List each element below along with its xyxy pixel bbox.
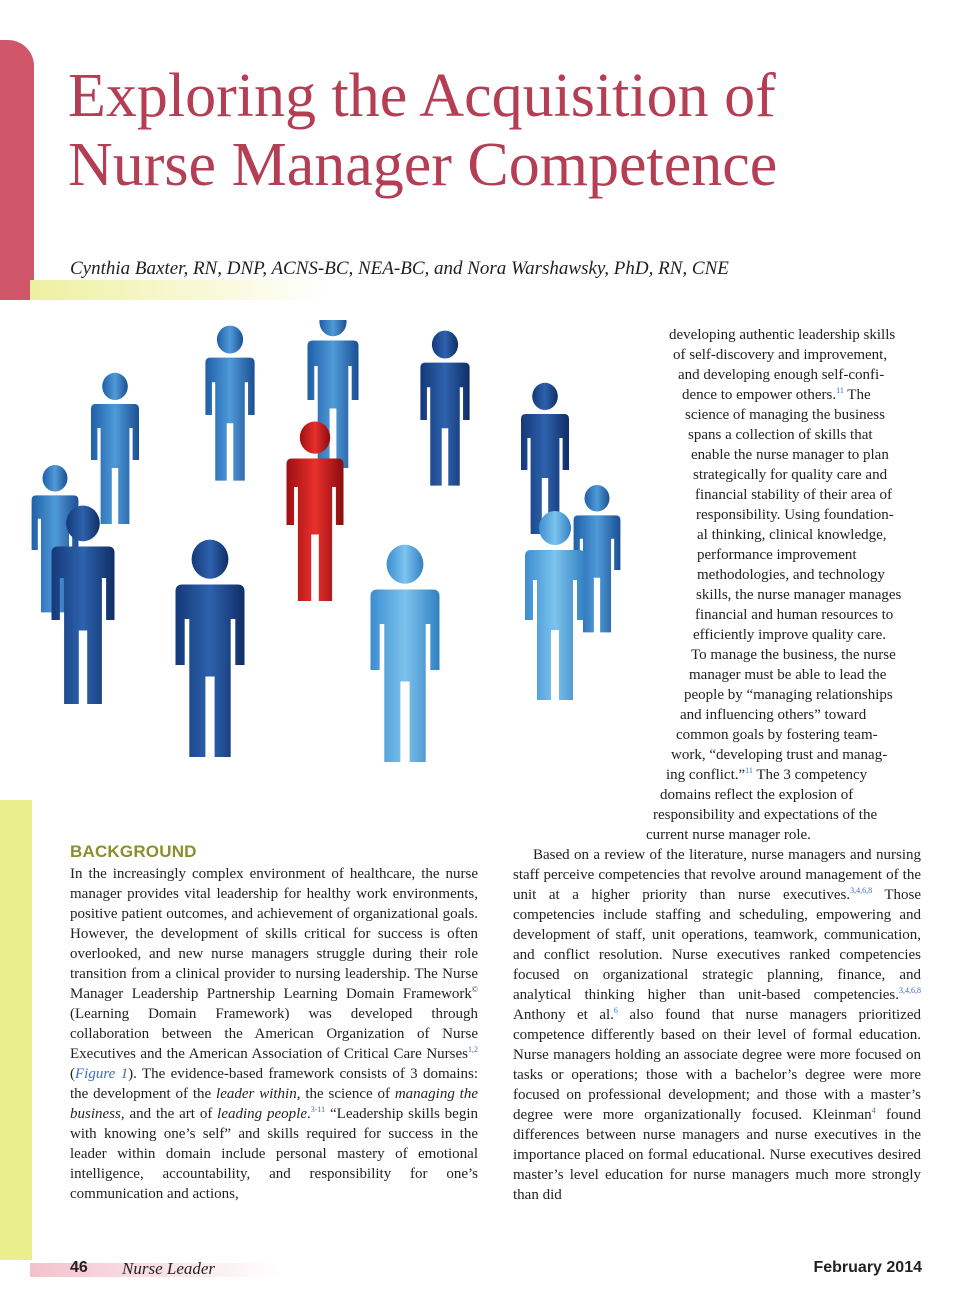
text-line: financial stability of their area of [695,487,892,503]
page-number: 46 [70,1259,88,1276]
issue-date: February 2014 [813,1259,922,1276]
text-line: ing conflict.”$^{11}$ The 3 competency [666,766,868,783]
text-line: strategically for quality care and [693,467,888,483]
text-line: methodologies, and technology [697,567,885,583]
leader-figure [287,421,344,601]
journal-name: Nurse Leader [122,1259,216,1278]
title-line-1: Exploring the Acquisition of [68,62,776,130]
reference-mark[interactable]: 6 [613,1006,618,1015]
text-line: responsibility. Using foundation- [696,507,894,523]
text-line: and developing enough self-confi- [678,367,885,383]
person-figure [521,383,569,534]
text-line: current nurse manager role. [646,827,811,843]
text-line: financial and human resources to [695,607,894,623]
text-line: al thinking, clinical knowledge, [697,527,887,543]
reference-mark[interactable]: 11 [745,766,753,775]
reference-mark[interactable]: 4 [871,1106,876,1115]
text-line: To manage the business, the nurse [691,647,896,663]
accent-strip-yellow [30,280,330,300]
author-byline: Cynthia Baxter, RN, DNP, ACNS-BC, NEA-BC, and Nora Warshawsky, PhD, RN, CNE [70,258,729,279]
text-line: work, “developing trust and manag- [671,747,888,763]
right-column-text [513,845,921,1205]
text-line: common goals by fostering team- [676,727,878,743]
text-line: dence to empower others.$^{11}$ The [682,386,871,403]
people-circle-illustration [25,320,635,815]
text-line: skills, the nurse manager manages [696,587,902,603]
person-figure [91,373,139,524]
text-line: of self-discovery and improvement, [673,347,888,363]
text-line: performance improvement [697,547,857,563]
article-title [68,62,948,200]
text-line: manager must be able to lead the [689,667,887,683]
text-line: and influencing others” toward [680,707,867,723]
reference-mark[interactable]: 3,4,6,8 [899,986,921,995]
reference-mark[interactable]: 3,4,6,8 [850,886,873,895]
text-line: people by “managing relationships [684,687,893,703]
person-figure [176,540,245,757]
reference-mark[interactable]: 3-11 [310,1105,326,1114]
accent-bar-yellow [0,800,32,1260]
text-line: science of managing the business [685,407,885,423]
section-heading-background: BACKGROUND [70,842,197,861]
reference-mark[interactable]: 1,2 [468,1045,478,1054]
person-figure [371,545,440,762]
text-line: developing authentic leadership skills [669,327,896,343]
title-line-2: Nurse Manager Competence [68,131,778,199]
paragraph: In the increasingly complex environment of healthcare, the nurse manager provides vital leadership for healthy work environments, positive patient outcomes, and achievement of organizational goals. However, the development of skills critical for success is often overlooked, and new nurse managers struggle during their role transition from a clinical provider to nursing leadership. The Nurse Manager Leadership Partnership Learning Domain Framework© (Learning Domain Framework) was developed through collaboration between the American Organization of Nurse Executives and the American Association of Critical Care Nurses$^{1,2}$ (Figure 1). The evidence-based framework consists of 3 domains: the development of the leader within, the science of managing the business, and the art of leading people.$^{3-11}$ “Leadership skills begin with knowing one’s self” and skills required for success in the leader within domain include personal mastery of emotional intelligence, accountability, and responsibility for one’s communication and actions, [70,866,479,1202]
left-column-text [70,864,478,1204]
text-line: efficiently improve quality care. [693,627,886,643]
reference-mark[interactable]: 11 [836,386,844,395]
paragraph: Based on a review of the literature, nurse managers and nursing staff perceive competencies that revolve around management of the unit at a higher priority than nurse executives.$^{3,4,6,8}$ Those competencies include staffing and scheduling, empowering and development of staff, unit operations, teamwork, communication, and conflict resolution. Nurse executives ranked competencies focused on organizational strategic planning, finance, and analytical thinking higher than unit-based competencies.$^{3,4,6,8}$ Anthony et al.$^6$ also found that nurse managers prioritized competence differently based on their level of formal education. Nurse managers holding an associate degree were more focused on tasks or operations; those with a bachelor’s degree were more focused on professional development; and those with a master’s degree were more organizationally focused. Kleinman$^4$ found differences between nurse managers and nurse executives in the importance placed on formal educational. Nurse executives desired master’s level education for nurse managers much more strongly than did [513,847,922,1203]
person-figure [420,331,469,486]
text-line: enable the nurse manager to plan [691,447,889,463]
text-line: responsibility and expectations of the [653,807,878,823]
figure-link[interactable]: Figure 1 [75,1066,129,1082]
person-figure [205,326,254,481]
accent-bar-pink [0,40,34,300]
text-line: spans a collection of skills that [688,427,873,443]
text-line: domains reflect the explosion of [660,787,854,803]
